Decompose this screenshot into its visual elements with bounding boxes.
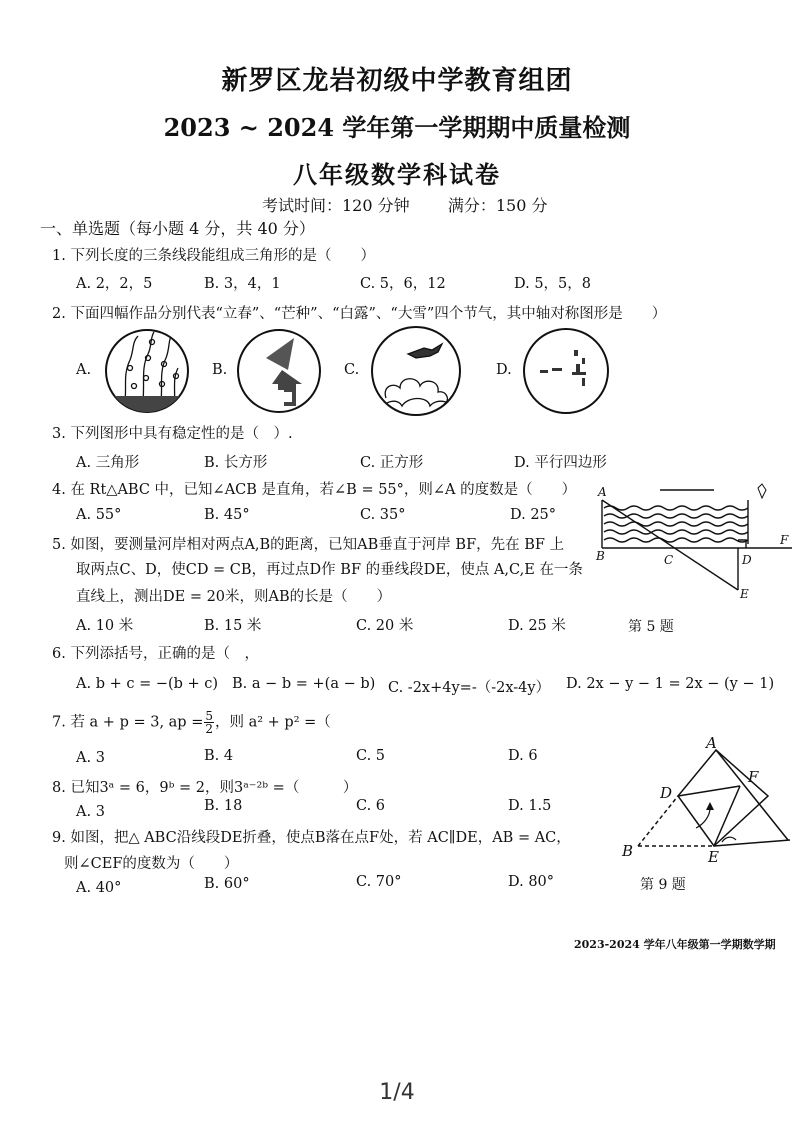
- daxue-picture: [522, 328, 610, 414]
- q1-option-d: D. 5，5，8: [514, 276, 592, 292]
- q3-stem: 3. 下列图形中具有稳定性的是（ ）.: [52, 426, 293, 442]
- q9-option-d: D. 80°: [508, 874, 555, 890]
- q8-option-a: A. 3: [76, 804, 105, 820]
- q4-option-c: C. 35°: [360, 507, 406, 523]
- q1-option-b: B. 3，4，1: [204, 276, 281, 292]
- lichun-picture: [104, 328, 190, 414]
- q7-stem-suffix: ，则 a² + p² =（: [214, 714, 331, 731]
- q6-option-a: A. b + c = −(b + c): [76, 676, 219, 692]
- q5-label-e: E: [740, 587, 749, 601]
- q7-fraction-numerator: 5: [205, 709, 213, 723]
- q7-stem-prefix: 7. 若 a + p = 3, ap =: [52, 714, 204, 731]
- exam-time: 考试时间：120 分钟: [262, 196, 410, 215]
- q6-stem: 6. 下列添括号，正确的是（ ，: [52, 646, 259, 662]
- q5-option-d: D. 25 米: [508, 618, 566, 634]
- q4-option-d: D. 25°: [510, 507, 557, 523]
- exam-info: [262, 193, 547, 216]
- page-number: 1/4: [379, 1080, 415, 1105]
- q9-label-b: B: [622, 842, 634, 860]
- q9-figure-caption: 第 9 题: [640, 877, 686, 893]
- q2-option-b: B.: [212, 362, 228, 378]
- q3-option-d: D. 平行四边形: [514, 455, 607, 471]
- q1-option-c: C. 5，6，12: [360, 276, 446, 292]
- q9-stem-line1: 9. 如图，把△ ABC沿线段DE折叠，使点B落在点F处，若 AC∥DE，AB = AC，: [52, 830, 571, 846]
- q9-fold-figure: [618, 736, 794, 868]
- q5-label-a: A: [598, 485, 607, 499]
- q2-option-a: A.: [76, 362, 92, 378]
- q5-option-c: C. 20 米: [356, 618, 414, 634]
- q7-fraction-denominator: 2: [205, 722, 213, 736]
- bailu-picture: [368, 328, 464, 414]
- q5-option-b: B. 15 米: [204, 618, 262, 634]
- q1-stem: 1. 下列长度的三条线段能组成三角形的是（ ）: [52, 248, 375, 264]
- q4-stem: 4. 在 Rt△ABC 中，已知∠ACB 是直角，若∠B = 55°，则∠A 的度数是（ ）: [52, 482, 577, 498]
- q3-option-c: C. 正方形: [360, 455, 424, 471]
- q9-label-e: E: [708, 848, 719, 866]
- q7-option-b: B. 4: [204, 748, 234, 764]
- q5-stem-line1: 5. 如图，要测量河岸相对两点A,B的距离，已知AB垂直于河岸 BF，先在 BF 上: [52, 537, 565, 553]
- q7-option-a: A. 3: [76, 750, 105, 766]
- q5-stem-line3: 直线上，测出DE = 20米，则AB的长是（ ）: [76, 589, 392, 605]
- q6-option-b: B. a − b = +(a − b): [232, 676, 376, 692]
- q3-option-a: A. 三角形: [76, 455, 140, 471]
- exam-title-school: 新罗区龙岩初级中学教育组团: [221, 66, 573, 96]
- q9-option-b: B. 60°: [204, 876, 250, 892]
- q5-option-a: A. 10 米: [76, 618, 134, 634]
- q5-figure-caption: 第 5 题: [628, 619, 674, 635]
- q9-option-a: A. 40°: [76, 880, 122, 896]
- q9-stem-line2: 则∠CEF的度数为（ ）: [64, 856, 239, 872]
- q5-label-c: C: [664, 553, 674, 567]
- q5-stem-line2: 取两点C、D，使CD = CB，再过点D作 BF 的垂线段DE，使点 A,C,E 在一条: [76, 562, 583, 578]
- q5-label-f: F: [780, 533, 789, 547]
- q2-stem: 2. 下面四幅作品分别代表“立春”、“芒种”、“白露”、“大雪”四个节气，其中轴对称图形是 ）: [52, 306, 667, 322]
- full-score: 满分：150 分: [447, 196, 548, 215]
- q3-option-b: B. 长方形: [204, 455, 268, 471]
- q9-label-d: D: [660, 784, 673, 802]
- mangzhong-picture: [236, 328, 322, 414]
- section-heading: 一、单选题（每小题 4 分，共 40 分）: [40, 219, 315, 238]
- q8-option-b: B. 18: [204, 798, 243, 814]
- q5-label-b: B: [596, 549, 605, 563]
- q4-option-b: B. 45°: [204, 507, 250, 523]
- q8-stem: 8. 已知3ᵃ = 6，9ᵇ = 2，则3ᵃ⁻²ᵇ =（ ）: [52, 780, 358, 796]
- q7-stem: [52, 710, 331, 735]
- exam-title-subject: 八年级数学科试卷: [293, 160, 501, 189]
- page-footer: 2023-2024 学年八年级第一学期数学期: [574, 938, 776, 951]
- q6-option-d: D. 2x − y − 1 = 2x − (y − 1): [566, 676, 775, 692]
- q7-option-c: C. 5: [356, 748, 386, 764]
- q2-option-c: C.: [344, 362, 360, 378]
- q8-option-c: C. 6: [356, 798, 386, 814]
- q7-fraction: [204, 710, 214, 735]
- q9-label-a: A: [706, 734, 717, 752]
- q7-option-d: D. 6: [508, 748, 538, 764]
- exam-title-term: 2023 ~ 2024 学年第一学期期中质量检测: [163, 113, 631, 142]
- q2-option-d: D.: [496, 362, 512, 378]
- q4-option-a: A. 55°: [76, 507, 122, 523]
- q6-option-c: C. -2x+4y=-（-2x-4y）: [388, 680, 551, 696]
- q9-label-f: F: [748, 768, 759, 786]
- q8-option-d: D. 1.5: [508, 798, 552, 814]
- q5-river-figure: [596, 480, 794, 608]
- q9-option-c: C. 70°: [356, 874, 402, 890]
- q5-label-d: D: [742, 553, 752, 567]
- q1-option-a: A. 2，2，5: [76, 276, 153, 292]
